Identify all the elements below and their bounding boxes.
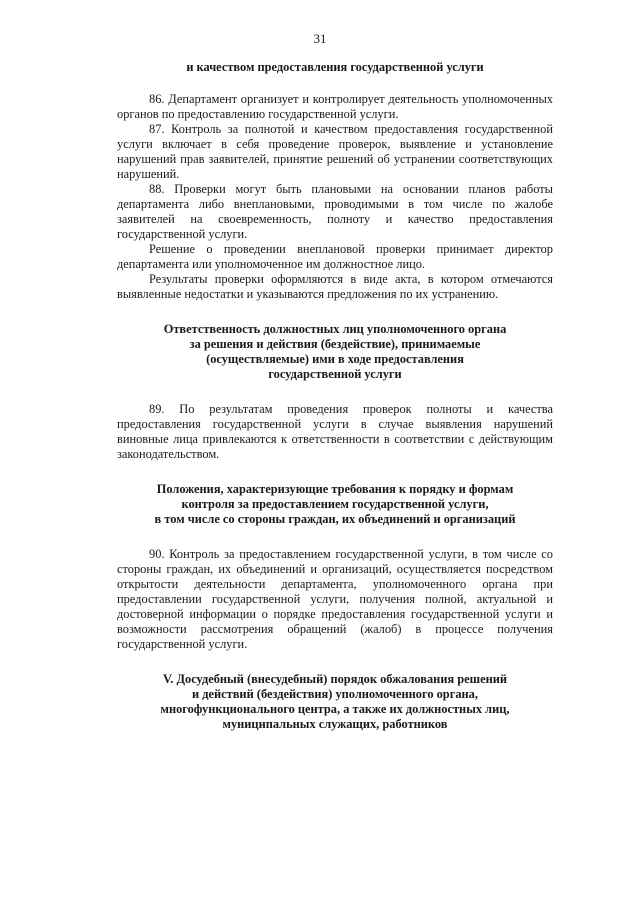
paragraph-inspection-decision: Решение о проведении внеплановой проверки принимает директор департамента или уполномоченное им должностное лицо. — [117, 242, 553, 271]
section-heading-responsibility — [117, 322, 553, 382]
heading-line: и действий (бездействия) уполномоченного органа, — [192, 687, 478, 701]
section-heading-appeal-procedure — [117, 672, 553, 732]
paragraph-87: 87. Контроль за полнотой и качеством предоставления государственной услуги включает в себя проведение проверок, выявление и установление нарушений прав заявителей, принятие решений об устранении соответствующих нарушений. — [117, 122, 553, 181]
heading-line: Положения, характеризующие требования к порядку и формам — [156, 482, 514, 496]
heading-line: контроля за предоставлением государственной услуги, — [181, 497, 489, 511]
heading-line: муниципальных служащих, работников — [222, 717, 448, 731]
heading-line: в том числе со стороны граждан, их объединений и организаций — [154, 512, 516, 526]
paragraph-89: 89. По результатам проведения проверок полноты и качества предоставления государственной услуги в случае выявления нарушений виновные лица привлекаются к ответственности в соответствии с действующим законодательством. — [117, 402, 553, 461]
heading-line: и качеством предоставления государственной услуги — [186, 60, 484, 74]
page-content — [117, 60, 553, 732]
heading-line: многофункционального центра, а также их должностных лиц, — [160, 702, 510, 716]
page-number: 31 — [313, 31, 327, 46]
paragraph-88: 88. Проверки могут быть плановыми на основании планов работы департамента либо внеплановыми, проводимыми в том числе по жалобе заявителей на своевременность, полноту и качество предоставления государственной услуги. — [117, 182, 553, 241]
paragraph-86: 86. Департамент организует и контролирует деятельность уполномоченных органов по предоставлению государственной услуги. — [117, 92, 553, 121]
heading-line: за решения и действия (бездействие), принимаемые — [189, 337, 481, 351]
heading-line: (осуществляемые) ими в ходе предоставления — [206, 352, 464, 366]
heading-line: Ответственность должностных лиц уполномоченного органа — [163, 322, 507, 336]
section-heading-continued — [117, 60, 553, 75]
heading-line: V. Досудебный (внесудебный) порядок обжалования решений — [162, 672, 508, 686]
paragraph-block-2 — [117, 402, 553, 462]
section-heading-control-requirements — [117, 482, 553, 527]
heading-line: государственной услуги — [268, 367, 402, 381]
paragraph-block-3 — [117, 547, 553, 652]
paragraph-90: 90. Контроль за предоставлением государственной услуги, в том числе со стороны граждан, их объединений и организаций, осуществляется посредством открытости деятельности департамента, уполномоченного органа при предоставлении государственной услуги, получения полной, актуальной и достоверной информации о порядке предоставления государственной услуги и возможности рассмотрения обращений (жалоб) в процессе получения государственной услуги. — [117, 547, 553, 651]
paragraph-block-1 — [117, 92, 553, 302]
paragraph-inspection-results: Результаты проверки оформляются в виде акта, в котором отмечаются выявленные недостатки и указываются предложения по их устранению. — [117, 272, 553, 301]
